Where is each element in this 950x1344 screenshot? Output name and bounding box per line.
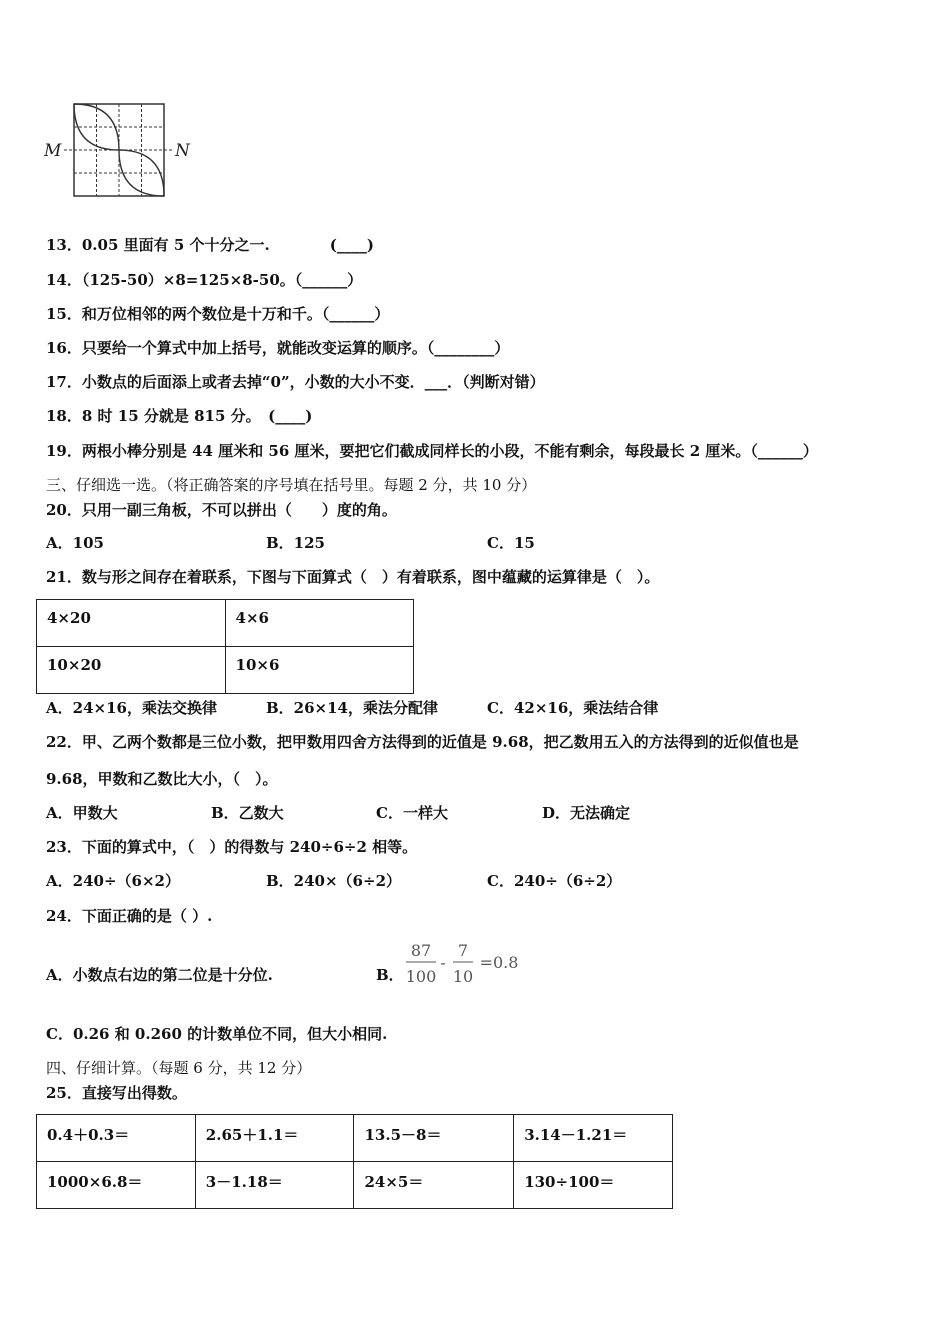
q25-cell: 130÷100＝ <box>514 1162 673 1209</box>
question-20: 20．只用一副三角板，不可以拼出（ ）度的角。 <box>46 501 397 519</box>
q21-cell: 4×20 <box>37 600 226 647</box>
q25-cell: 3.14－1.21＝ <box>514 1115 673 1162</box>
q21-option-c: C．42×16，乘法结合律 <box>487 699 659 717</box>
svg-text:7: 7 <box>457 941 469 960</box>
q20-option-a: A．105 <box>46 534 104 552</box>
svg-text:100: 100 <box>405 967 437 986</box>
q25-cell: 24×5＝ <box>354 1162 514 1209</box>
q21-cell: 10×6 <box>225 647 413 694</box>
q20-option-c: C．15 <box>487 534 535 552</box>
q22-option-b: B．乙数大 <box>211 804 284 822</box>
question-24: 24．下面正确的是（ ）. <box>46 907 213 925</box>
question-19: 19．两根小棒分别是 44 厘米和 56 厘米，要把它们截成同样长的小段，不能有剩余，每段最长 2 厘米。（______） <box>46 442 818 460</box>
question-16: 16．只要给一个算式中加上括号，就能改变运算的顺序。（________） <box>46 339 510 357</box>
q25-table <box>36 1114 673 1209</box>
q23-option-c: C．240÷（6÷2） <box>487 872 622 890</box>
question-22-line1: 22．甲、乙两个数都是三位小数，把甲数用四舍方法得到的近值是 9.68，把乙数用五入的方法得到的近似值也是 <box>46 733 799 751</box>
label-m: M <box>44 141 62 161</box>
section-4-title: 四、仔细计算。（每题 6 分，共 12 分） <box>46 1059 312 1077</box>
question-14: 14．（125-50）×8=125×8-50。（______） <box>46 271 363 289</box>
q23-option-a: A．240÷（6×2） <box>46 872 180 890</box>
q25-cell: 1000×6.8＝ <box>37 1162 196 1209</box>
question-17: 17．小数点的后面添上或者去掉“0”，小数的大小不变．___．（判断对错） <box>46 373 545 391</box>
q21-cell: 10×20 <box>37 647 226 694</box>
label-n: N <box>175 141 190 161</box>
q24-option-c: C．0.26 和 0.260 的计数单位不同，但大小相同. <box>46 1025 388 1043</box>
q23-option-b: B．240×（6÷2） <box>266 872 402 890</box>
q21-option-b: B．26×14，乘法分配律 <box>266 699 438 717</box>
q24-option-a: A．小数点右边的第二位是十分位. <box>46 966 273 984</box>
question-15: 15．和万位相邻的两个数位是十万和千。（______） <box>46 305 390 323</box>
svg-text:-: - <box>440 953 446 972</box>
q22-option-a: A．甲数大 <box>46 804 118 822</box>
question-23: 23．下面的算式中，（ ）的得数与 240÷6÷2 相等。 <box>46 838 418 856</box>
question-22-line2: 9.68，甲数和乙数比大小，（ ）。 <box>46 770 278 788</box>
svg-text:10: 10 <box>452 967 474 986</box>
q25-cell: 2.65＋1.1＝ <box>195 1115 354 1162</box>
q22-option-d: D．无法确定 <box>542 804 631 822</box>
q24-option-b-label: B． <box>376 966 404 984</box>
question-21: 21．数与形之间存在着联系，下图与下面算式（ ）有着联系，图中蕴藏的运算律是（ ）。 <box>46 568 660 586</box>
question-18: 18．8 时 15 分就是 815 分。 (____) <box>46 407 313 425</box>
q21-cell: 4×6 <box>225 600 413 647</box>
grid-figure <box>44 100 204 206</box>
q22-option-c: C．一样大 <box>376 804 448 822</box>
svg-text:87: 87 <box>410 941 432 960</box>
q25-cell: 13.5－8＝ <box>354 1115 514 1162</box>
section-3-title: 三、仔细选一选。（将正确答案的序号填在括号里。每题 2 分，共 10 分） <box>46 476 537 494</box>
q25-cell: 0.4＋0.3＝ <box>37 1115 196 1162</box>
q21-table <box>36 599 414 694</box>
q20-option-b: B．125 <box>266 534 325 552</box>
question-13: 13．0.05 里面有 5 个十分之一. (____) <box>46 236 374 254</box>
q21-option-a: A．24×16，乘法交换律 <box>46 699 217 717</box>
svg-text:=0.8: =0.8 <box>479 953 519 972</box>
q24-option-b-formula <box>404 940 534 996</box>
question-25: 25．直接写出得数。 <box>46 1084 187 1102</box>
q25-cell: 3－1.18＝ <box>195 1162 354 1209</box>
